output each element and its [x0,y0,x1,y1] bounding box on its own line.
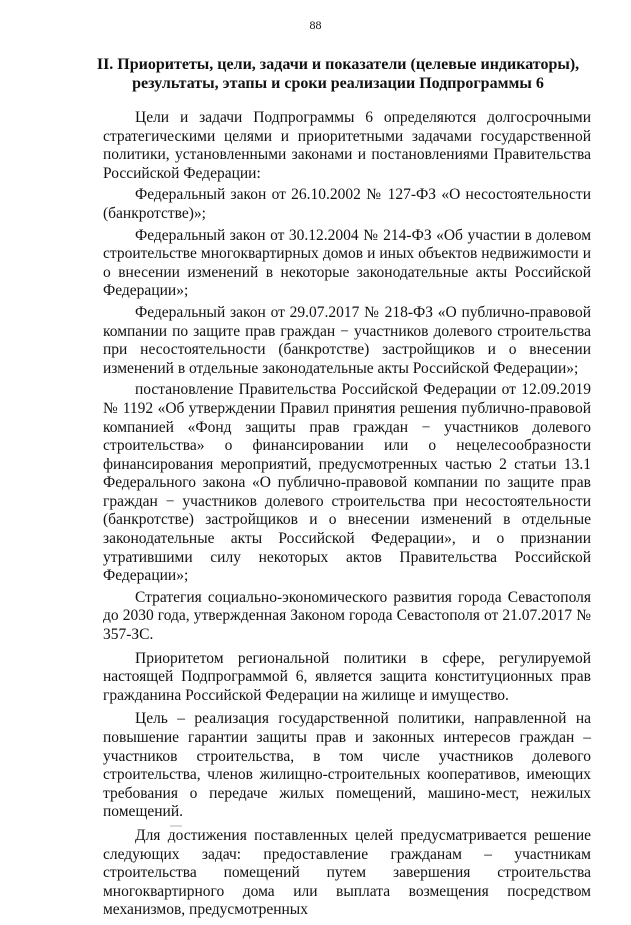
paragraph-resolution-1192: постановление Правительства Российской Федерации от 12.09.2019 № 1192 «Об утверждении Правил принятия решения публично-правовой компанией «Фонд защиты прав граждан − участников долевого строительства» о финансировании или о нецелесообразности финансирования мероприятий, предусмотренных частью 2 статьи 13.1 Федерального закона «О публично-правовой компании по защите прав граждан − участников долевого строительства при несостоятельности (банкротстве) застройщиков и о внесении изменений в отдельные законодательные акты Российской Федерации», и о признании утратившими силу некоторых актов Правительства Российской Федерации»; [103,381,591,585]
page-number: 88 [309,18,322,32]
paragraph-tasks: Для достижения поставленных целей предусматривается решение следующих задач: предоставление гражданам – участникам строительства помещений путем завершения строительства многоквартирного дома или выплата возмещения посредством механизмов, предусмотренных [103,826,591,919]
paragraph-intro: Цели и задачи Подпрограммы 6 определяются долгосрочными стратегическими целями и приоритетными задачами государственной политики, установленными законами и постановлениями Правительства Российской Федерации: [103,109,591,182]
paragraph-law-218: Федеральный закон от 29.07.2017 № 218-ФЗ «О публично-правовой компании по защите прав граждан − участников долевого строительства при несостоятельности (банкротстве) застройщиков и о внесении изменений в отдельные законодательные акты Российской Федерации»; [103,303,591,377]
paragraph-goal: Цель – реализация государственной политики, направленной на повышение гарантии защиты прав и законных интересов граждан – участников строительства, в том числе участников долевого строительства, членов жилищно-строительных кооперативов, имеющих требования о передаче жилых помещений, машино-мест, нежилых помещений. [103,710,591,821]
body-text [103,109,591,925]
section-title: II. Приоритеты, цели, задачи и показатели (целевые индикаторы), результаты, этапы и сроки реализации Подпрограммы 6 [96,56,580,92]
paragraph-law-214: Федеральный закон от 30.12.2004 № 214-ФЗ «Об участии в долевом строительстве многоквартирных домов и иных объектов недвижимости и о внесении изменений в некоторые законодательные акты Российской Федерации»; [103,226,591,300]
paragraph-strategy: Стратегия социально-экономического развития города Севастополя до 2030 года, утвержденная Законом города Севастополя от 21.07.2017 № 357-ЗС. [103,588,591,644]
paragraph-law-127: Федеральный закон от 26.10.2002 № 127-ФЗ «О несостоятельности (банкротстве)»; [103,186,591,222]
scan-mark [170,825,182,827]
paragraph-priority: Приоритетом региональной политики в сфере, регулируемой настоящей Подпрограммой 6, является защита конституционных прав гражданина Российской Федерации на жилище и имущество. [103,649,591,704]
